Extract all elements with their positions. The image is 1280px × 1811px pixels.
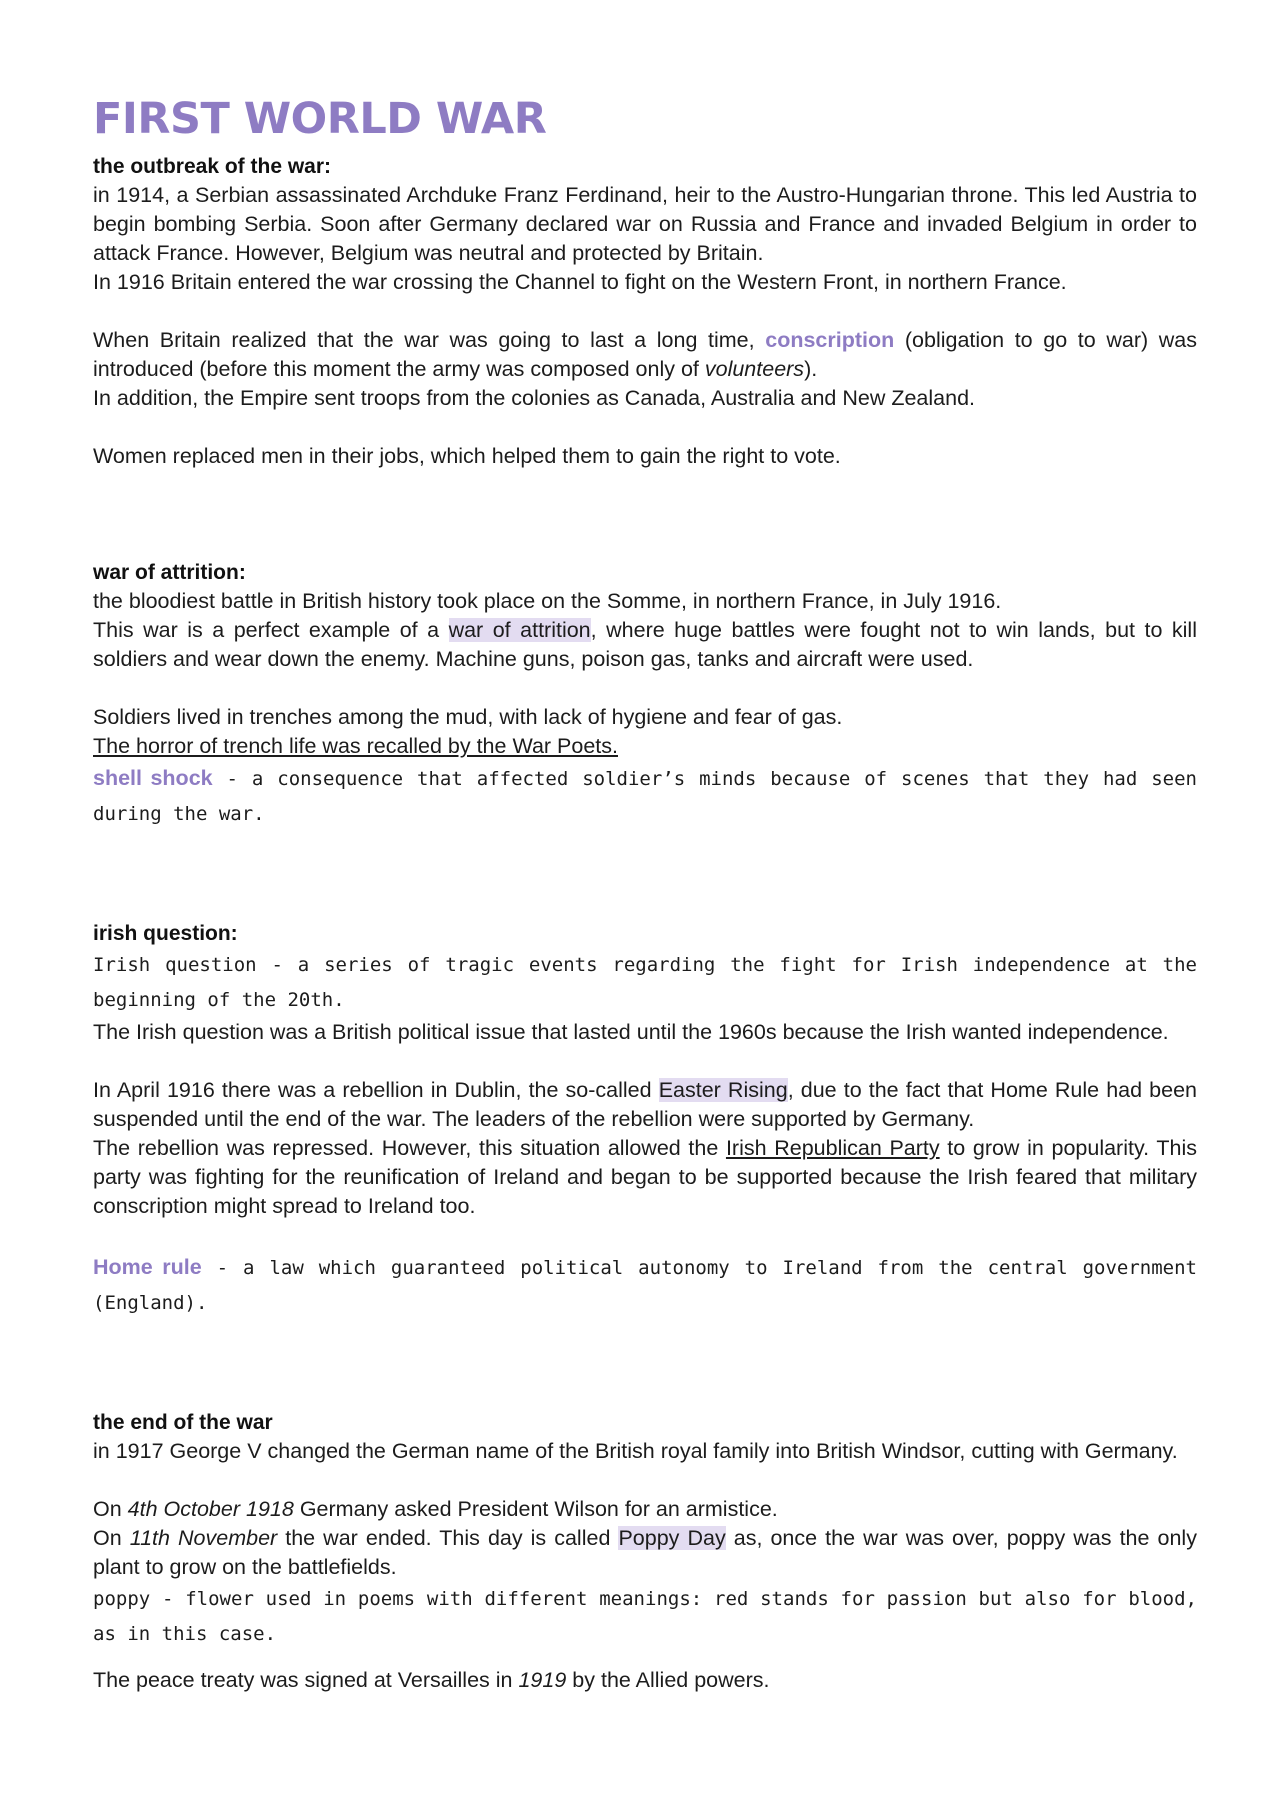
underlined-text: The horror of trench life was recalled by the War Poets.	[93, 734, 618, 758]
text: ).	[804, 357, 818, 381]
paragraph: the bloodiest battle in British history took place on the Somme, in northern France, in July 1916.	[93, 589, 1002, 613]
key-term: Home rule	[93, 1255, 202, 1279]
text: When Britain realized that the war was going to last a long time,	[93, 328, 755, 352]
text: by the Allied powers.	[572, 1668, 770, 1692]
text: (obligation to go to war) was introduced (before this moment the army was composed only of	[93, 328, 1197, 381]
italic-date: 11th November	[129, 1526, 278, 1550]
text: On	[93, 1497, 122, 1521]
text: as, once the war was over, poppy was the only plant to grow on the battlefields.	[93, 1526, 1197, 1579]
text: The rebellion was repressed. However, this situation allowed the	[93, 1136, 719, 1160]
text: to grow in popularity. This party was fighting for the reunification of Ireland and began to be supported because the Irish feared that military conscription might spread to Ireland too.	[93, 1136, 1197, 1218]
definition-note	[93, 761, 1197, 832]
definition-note: Irish question - a series of tragic events regarding the fight for Irish independence at the beginning of the 20th.	[93, 954, 1197, 1011]
text: The peace treaty was signed at Versailles in	[93, 1668, 513, 1692]
text: On	[93, 1526, 122, 1550]
paragraph	[93, 326, 1197, 384]
highlighted-term: war of attrition	[448, 618, 591, 642]
paragraph: Women replaced men in their jobs, which helped them to gain the right to vote.	[93, 444, 841, 468]
text: the war ended. This day is called	[285, 1526, 611, 1550]
section-heading: irish question:	[93, 922, 238, 945]
paragraph	[93, 1666, 1197, 1695]
text: In April 1916 there was a rebellion in Dublin, the so-called	[93, 1078, 652, 1102]
paragraph	[93, 1134, 1197, 1221]
definition-note	[93, 1250, 1197, 1321]
section-heading: the outbreak of the war:	[93, 155, 332, 178]
page-title: FIRST WORLD WAR	[93, 94, 547, 144]
section-irish	[93, 919, 1197, 1321]
italic-date: 1919	[518, 1668, 567, 1692]
note-text: - a consequence that affected soldier’s minds because of scenes that they had seen during the war.	[93, 768, 1197, 825]
highlighted-term: Poppy Day	[618, 1526, 726, 1550]
note-text: - a law which guaranteed political autonomy to Ireland from the central government (England).	[93, 1257, 1197, 1314]
paragraph: in 1914, a Serbian assassinated Archduke Franz Ferdinand, heir to the Austro-Hungarian throne. This led Austria to begin bombing Serbia. Soon after Germany declared war on Russia and France and invaded Belgium in order to attack France. However, Belgium was neutral and protected by Britain.	[93, 183, 1197, 265]
paragraph	[93, 732, 1197, 761]
key-term: conscription	[765, 328, 895, 352]
paragraph: In addition, the Empire sent troops from the colonies as Canada, Australia and New Zealand.	[93, 386, 976, 410]
section-heading: war of attrition:	[93, 561, 246, 584]
paragraph: The Irish question was a British political issue that lasted until the 1960s because the Irish wanted independence.	[93, 1020, 1169, 1044]
section-end-of-war	[93, 1408, 1197, 1695]
section-attrition	[93, 558, 1197, 832]
paragraph: In 1916 Britain entered the war crossing the Channel to fight on the Western Front, in northern France.	[93, 270, 1067, 294]
text: , where huge battles were fought not to win lands, but to kill soldiers and wear down the enemy. Machine guns, poison gas, tanks and aircraft were used.	[93, 618, 1197, 671]
section-heading: the end of the war	[93, 1411, 273, 1434]
paragraph	[93, 616, 1197, 674]
paragraph: in 1917 George V changed the German name of the British royal family into British Windsor, cutting with Germany.	[93, 1439, 1178, 1463]
paragraph	[93, 1076, 1197, 1134]
italic-date: 4th October 1918	[127, 1497, 294, 1521]
definition-note: poppy - flower used in poems with different meanings: red stands for passion but also for blood, as in this case.	[93, 1588, 1197, 1645]
underlined-text: Irish Republican Party	[725, 1136, 940, 1160]
paragraph: Soldiers lived in trenches among the mud, with lack of hygiene and fear of gas.	[93, 705, 843, 729]
text: Germany asked President Wilson for an armistice.	[299, 1497, 778, 1521]
key-term: shell shock	[93, 766, 213, 790]
paragraph	[93, 1495, 1197, 1524]
highlighted-term: Easter Rising	[658, 1078, 788, 1102]
section-outbreak	[93, 152, 1197, 471]
italic-term: volunteers	[704, 357, 805, 381]
document-page	[93, 88, 1197, 1695]
text: , due to the fact that Home Rule had been suspended until the end of the war. The leaders of the rebellion were supported by Germany.	[93, 1078, 1197, 1131]
text: This war is a perfect example of a	[93, 618, 440, 642]
paragraph	[93, 1524, 1197, 1582]
